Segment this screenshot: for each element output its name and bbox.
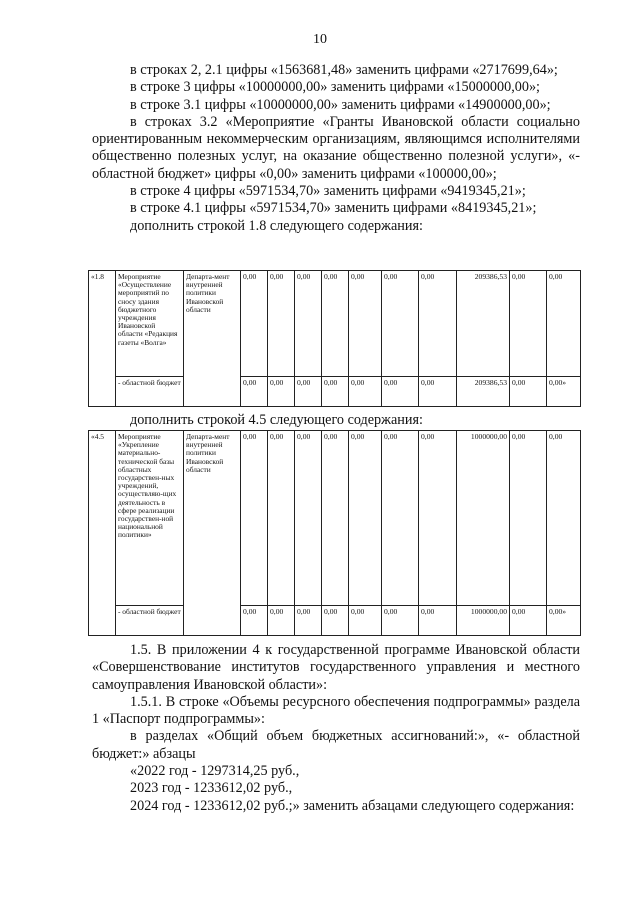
value-cell: 0,00 bbox=[241, 431, 268, 606]
text-block-top bbox=[92, 62, 580, 235]
value-cell: 0,00 bbox=[241, 377, 268, 407]
value-cell: 0,00 bbox=[349, 431, 382, 606]
value-cell: 0,00 bbox=[510, 271, 547, 377]
value-cell: 0,00 bbox=[241, 606, 268, 636]
value-cell: 0,00 bbox=[382, 606, 419, 636]
paragraph: «2022 год - 1297314,25 руб., bbox=[130, 763, 300, 780]
value-cell: 0,00 bbox=[419, 606, 457, 636]
value-cell: 0,00 bbox=[295, 431, 322, 606]
paragraph: в разделах «Общий объем бюджетных ассигнований:», «- областной бюджет:» абзацы bbox=[92, 728, 580, 762]
value-cell: 0,00» bbox=[547, 377, 581, 407]
value-cell: 0,00 bbox=[349, 606, 382, 636]
value-cell: 1000000,00 bbox=[457, 431, 510, 606]
value-cell: 1000000,00 bbox=[457, 606, 510, 636]
value-cell: 0,00 bbox=[268, 431, 295, 606]
text-block-bottom bbox=[92, 642, 580, 815]
paragraph: 1.5. В приложении 4 к государственной программе Ивановской области «Совершенствование институтов государственного управления и местного самоуправления Ивановской области»: bbox=[92, 642, 580, 693]
budget-label: - областной бюджет bbox=[116, 377, 184, 407]
value-cell: 0,00 bbox=[382, 431, 419, 606]
paragraph: 2023 год - 1233612,02 руб., bbox=[130, 780, 293, 797]
text-line-between bbox=[92, 412, 580, 429]
activity-name: Мероприятие «Укрепление материально-технической базы областных государствен-ных учреждений, осуществляю-щих деятельность в сфере реализации государствен-ной национальной политики» bbox=[116, 431, 184, 606]
value-cell: 209386,53 bbox=[457, 377, 510, 407]
value-cell: 0,00 bbox=[419, 377, 457, 407]
activity-name: Мероприятие «Осуществление мероприятий по сносу здания бюджетного учреждения Ивановской области «Редакция газеты «Волга» bbox=[116, 271, 184, 377]
value-cell: 0,00 bbox=[268, 606, 295, 636]
value-cell: 0,00 bbox=[510, 431, 547, 606]
value-cell: 0,00 bbox=[295, 377, 322, 407]
paragraph: в строке 3 цифры «10000000,00» заменить цифрами «15000000,00»; bbox=[130, 79, 540, 96]
value-cell: 0,00 bbox=[510, 377, 547, 407]
paragraph: 1.5.1. В строке «Объемы ресурсного обеспечения подпрограммы» раздела 1 «Паспорт подпрограммы»: bbox=[92, 693, 580, 728]
value-cell: 0,00 bbox=[547, 271, 581, 377]
paragraph: 2024 год - 1233612,02 руб.;» заменить абзацами следующего содержания: bbox=[130, 797, 575, 814]
budget-label: - областной бюджет bbox=[116, 606, 184, 636]
value-cell: 0,00 bbox=[241, 271, 268, 377]
row-number: «1.8 bbox=[89, 271, 116, 407]
value-cell: 0,00 bbox=[547, 431, 581, 606]
executor: Департа-мент внутренней политики Ивановской области bbox=[184, 271, 241, 407]
value-cell: 209386,53 bbox=[457, 271, 510, 377]
value-cell: 0,00 bbox=[349, 271, 382, 377]
value-cell: 0,00 bbox=[382, 271, 419, 377]
value-cell: 0,00 bbox=[510, 606, 547, 636]
value-cell: 0,00 bbox=[419, 271, 457, 377]
paragraph: дополнить строкой 1.8 следующего содержания: bbox=[130, 217, 423, 234]
table-row-1-8 bbox=[88, 270, 581, 407]
value-cell: 0,00» bbox=[547, 606, 581, 636]
value-cell: 0,00 bbox=[349, 377, 382, 407]
value-cell: 0,00 bbox=[295, 271, 322, 377]
paragraph: в строках 2, 2.1 цифры «1563681,48» заменить цифрами «2717699,64»; bbox=[130, 62, 558, 78]
value-cell: 0,00 bbox=[419, 431, 457, 606]
paragraph: в строке 3.1 цифры «10000000,00» заменить цифрами «14900000,00»; bbox=[130, 96, 551, 113]
value-cell: 0,00 bbox=[322, 377, 349, 407]
value-cell: 0,00 bbox=[322, 431, 349, 606]
table-row-4-5 bbox=[88, 430, 581, 636]
executor: Департа-мент внутренней политики Ивановской области bbox=[184, 431, 241, 636]
paragraph: в строке 4 цифры «5971534,70» заменить цифрами «9419345,21»; bbox=[130, 183, 526, 200]
paragraph: дополнить строкой 4.5 следующего содержания: bbox=[130, 412, 423, 428]
value-cell: 0,00 bbox=[382, 377, 419, 407]
row-number: «4.5 bbox=[89, 431, 116, 636]
value-cell: 0,00 bbox=[268, 377, 295, 407]
paragraph: в строках 3.2 «Мероприятие «Гранты Ивановской области социально ориентированным некоммерческим организациям, являющимся исполнителями общественно полезных услуг, на оказание общественно полезной услуги», «- областной бюджет» цифры «0,00» заменить цифрами «100000,00»; bbox=[92, 113, 580, 182]
value-cell: 0,00 bbox=[322, 606, 349, 636]
page-number: 10 bbox=[313, 32, 327, 47]
value-cell: 0,00 bbox=[295, 606, 322, 636]
value-cell: 0,00 bbox=[322, 271, 349, 377]
value-cell: 0,00 bbox=[268, 271, 295, 377]
paragraph: в строке 4.1 цифры «5971534,70» заменить цифрами «8419345,21»; bbox=[130, 200, 537, 217]
